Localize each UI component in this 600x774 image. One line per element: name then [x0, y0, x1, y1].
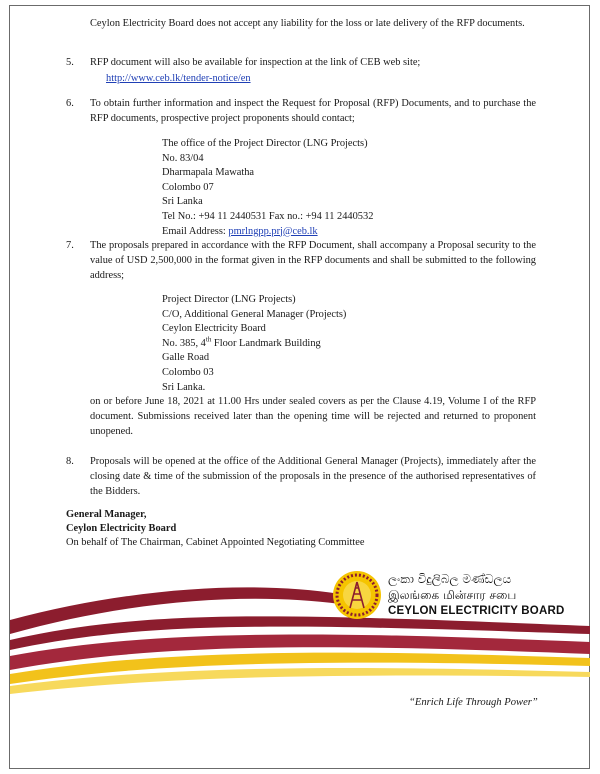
logo-tamil-name: இலங்கை மின்சார சபை — [388, 588, 517, 602]
item-7-number: 7. — [66, 240, 74, 251]
item-6-text: To obtain further information and inspect the Request for Proposal (RFP) Documents, and to purchase the RFP documents, prospective project proponents should contact; — [90, 98, 536, 124]
contact-line: Dharmapala Mawatha — [162, 167, 255, 179]
address-line: Project Director (LNG Projects) — [162, 294, 296, 305]
item-5-number: 5. — [66, 57, 74, 68]
signature-block — [66, 508, 364, 550]
item-7-text: The proposals prepared in accordance with the RFP Document, shall accompany a Proposal security to the value of USD 2,500,000 in the format given in the RFP documents and shall be submitted to the following address; — [90, 240, 536, 281]
logo-english-name: CEYLON ELECTRICITY BOARD — [388, 605, 565, 617]
liability-paragraph: Ceylon Electricity Board does not accept any liability for the loss or late delivery of the RFP documents. — [90, 18, 525, 29]
item-8-text: Proposals will be opened at the office of the Additional General Manager (Projects), immediately after the closing date & time of the submission of the proposals in the presence of the authorised representatives of the Bidders. — [90, 456, 536, 497]
contact-line: The office of the Project Director (LNG Projects) — [162, 138, 368, 149]
deadline-paragraph: on or before June 18, 2021 at 11.00 Hrs under sealed covers as per the Clause 4.19, Volume I of the RFP document. Submissions received later than the opening time will be rejected and returned to proponent unopened. — [90, 396, 536, 437]
logo-sinhala-name: ලංකා විදුලිබල මණ්ඩලය — [388, 572, 512, 586]
address-line: No. 385, 4th Floor Landmark Building — [162, 335, 321, 349]
address-line: Sri Lanka. — [162, 381, 206, 393]
contact-line: No. 83/04 — [162, 152, 204, 164]
signatory-behalf: On behalf of The Chairman, Cabinet Appointed Negotiating Committee — [66, 537, 365, 548]
contact-line: Sri Lanka — [162, 196, 203, 208]
tagline: “Enrich Life Through Power” — [409, 697, 538, 708]
ceb-logo-text — [388, 571, 564, 619]
address-line: Colombo 03 — [162, 366, 214, 378]
item-5-text: RFP document will also be available for inspection at the link of CEB web site; — [90, 57, 421, 68]
submission-address-block — [162, 293, 346, 395]
signatory-org: Ceylon Electricity Board — [66, 523, 177, 534]
address-line: Galle Road — [162, 352, 210, 364]
item-8-number: 8. — [66, 456, 74, 467]
address-line: C/O, Additional General Manager (Projects) — [162, 308, 347, 320]
item-6-number: 6. — [66, 98, 74, 109]
address-line: Ceylon Electricity Board — [162, 323, 266, 335]
signatory-title: General Manager, — [66, 509, 147, 520]
contact-address-block — [162, 137, 373, 239]
ceb-logo-emblem-icon — [332, 570, 382, 620]
email-link[interactable]: pmrlngpp.prj@ceb.lk — [228, 225, 318, 237]
contact-line: Tel No.: +94 11 2440531 Fax no.: +94 11 2440532 — [162, 210, 374, 222]
ceb-website-link[interactable]: http://www.ceb.lk/tender-notice/en — [106, 73, 251, 84]
contact-line: Colombo 07 — [162, 181, 214, 193]
email-line: Email Address: pmrlngpp.prj@ceb.lk — [162, 225, 318, 237]
